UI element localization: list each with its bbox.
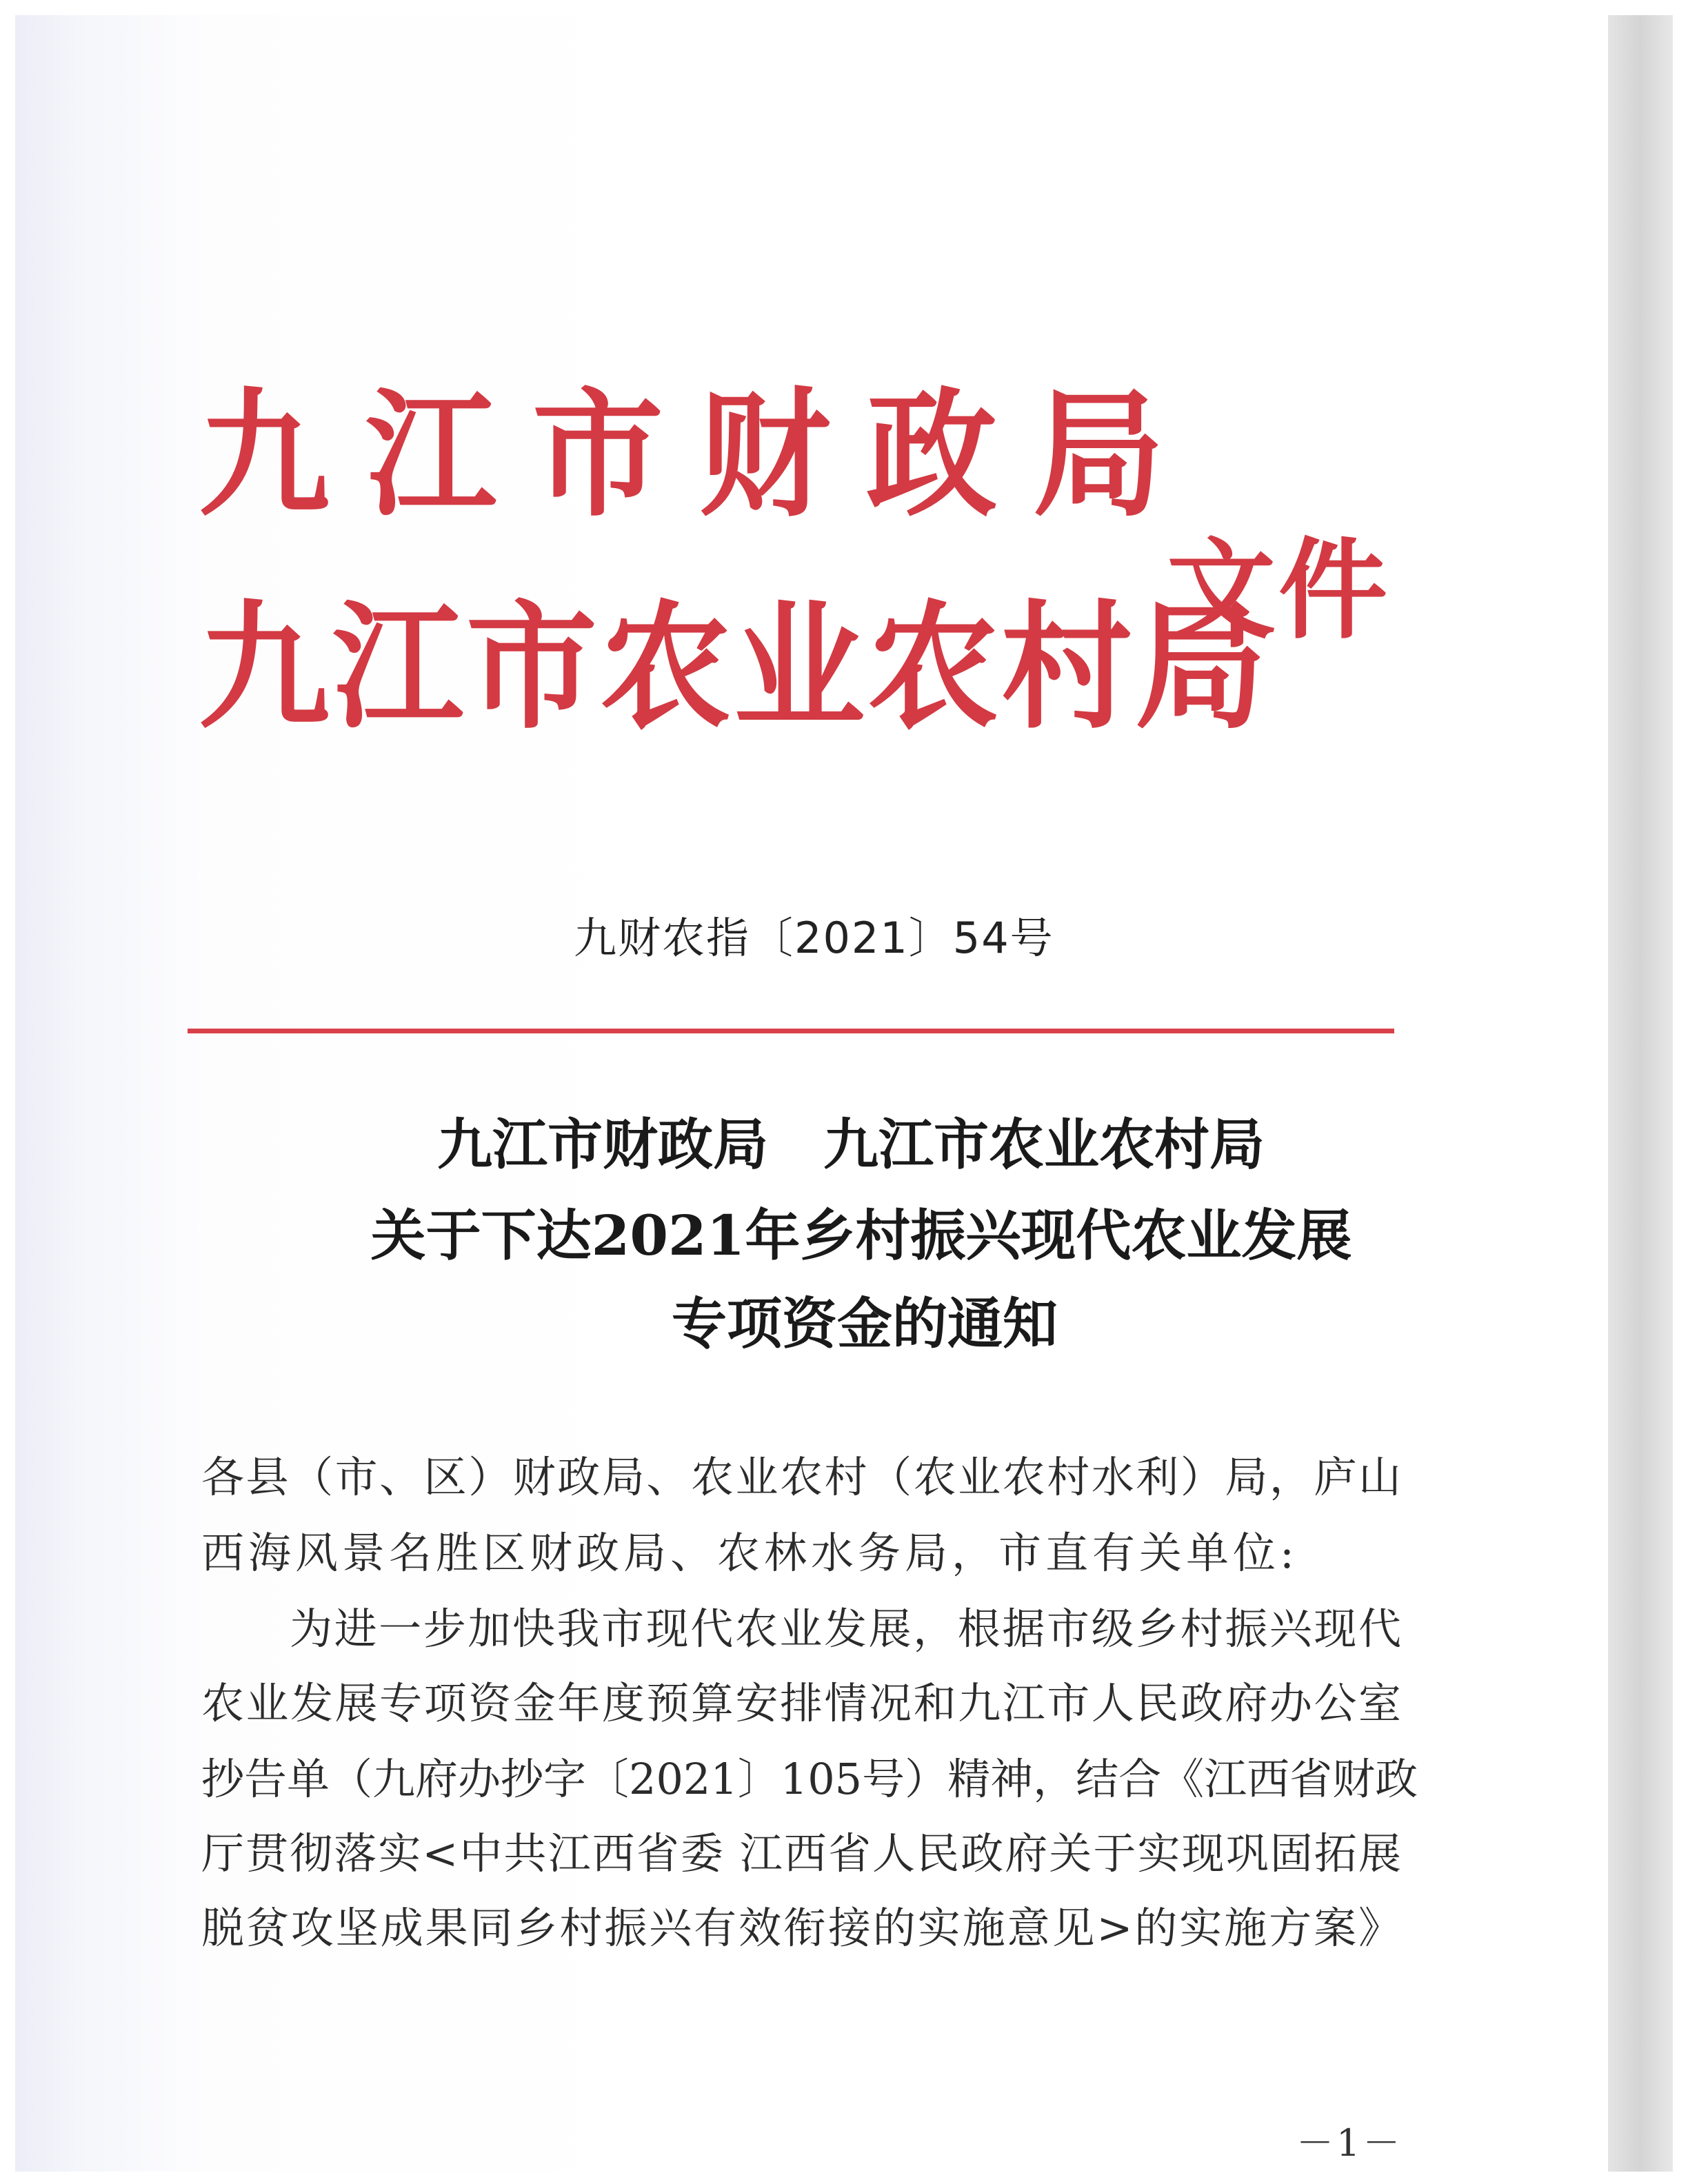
document-title-line-3: 专项资金的通知 <box>672 1291 1058 1356</box>
body-paragraph-line-4: 厅贯彻落实<中共江西省委 江西省人民政府关于实现巩固拓展 <box>201 1828 1401 1879</box>
scan-edge-strip <box>1608 15 1673 2172</box>
red-divider-rule <box>188 1029 1394 1033</box>
issuing-agency-agriculture: 九江市农业农村局 <box>199 586 1269 748</box>
document-type-label: 文件 <box>1167 527 1390 654</box>
body-paragraph-line-3: 抄告单（九府办抄字〔2021〕105号）精神，结合《江西省财政 <box>201 1754 1418 1804</box>
document-title-line-2: 关于下达2021年乡村振兴现代农业发展 <box>370 1203 1352 1268</box>
issuing-agency-finance: 九江市财政局 <box>199 374 1200 536</box>
body-paragraph-line-5: 脱贫攻坚成果同乡村振兴有效衔接的实施意见>的实施方案》 <box>201 1903 1401 1953</box>
body-paragraph-line-1: 为进一步加快我市现代农业发展，根据市级乡村振兴现代 <box>290 1604 1401 1654</box>
body-paragraph-line-2: 农业发展专项资金年度预算安排情况和九江市人民政府办公室 <box>201 1678 1401 1728</box>
body-line-addressee-2: 西海风景名胜区财政局、农林水务局，市直有关单位: <box>201 1528 1298 1578</box>
page-number: －1－ <box>1296 2121 1403 2165</box>
document-number: 九财农指〔2021〕54号 <box>574 913 1054 963</box>
document-title-line-1: 九江市财政局 九江市农业农村局 <box>437 1112 1265 1177</box>
body-line-addressee-1: 各县（市、区）财政局、农业农村（农业农村水利）局，庐山 <box>201 1452 1401 1502</box>
